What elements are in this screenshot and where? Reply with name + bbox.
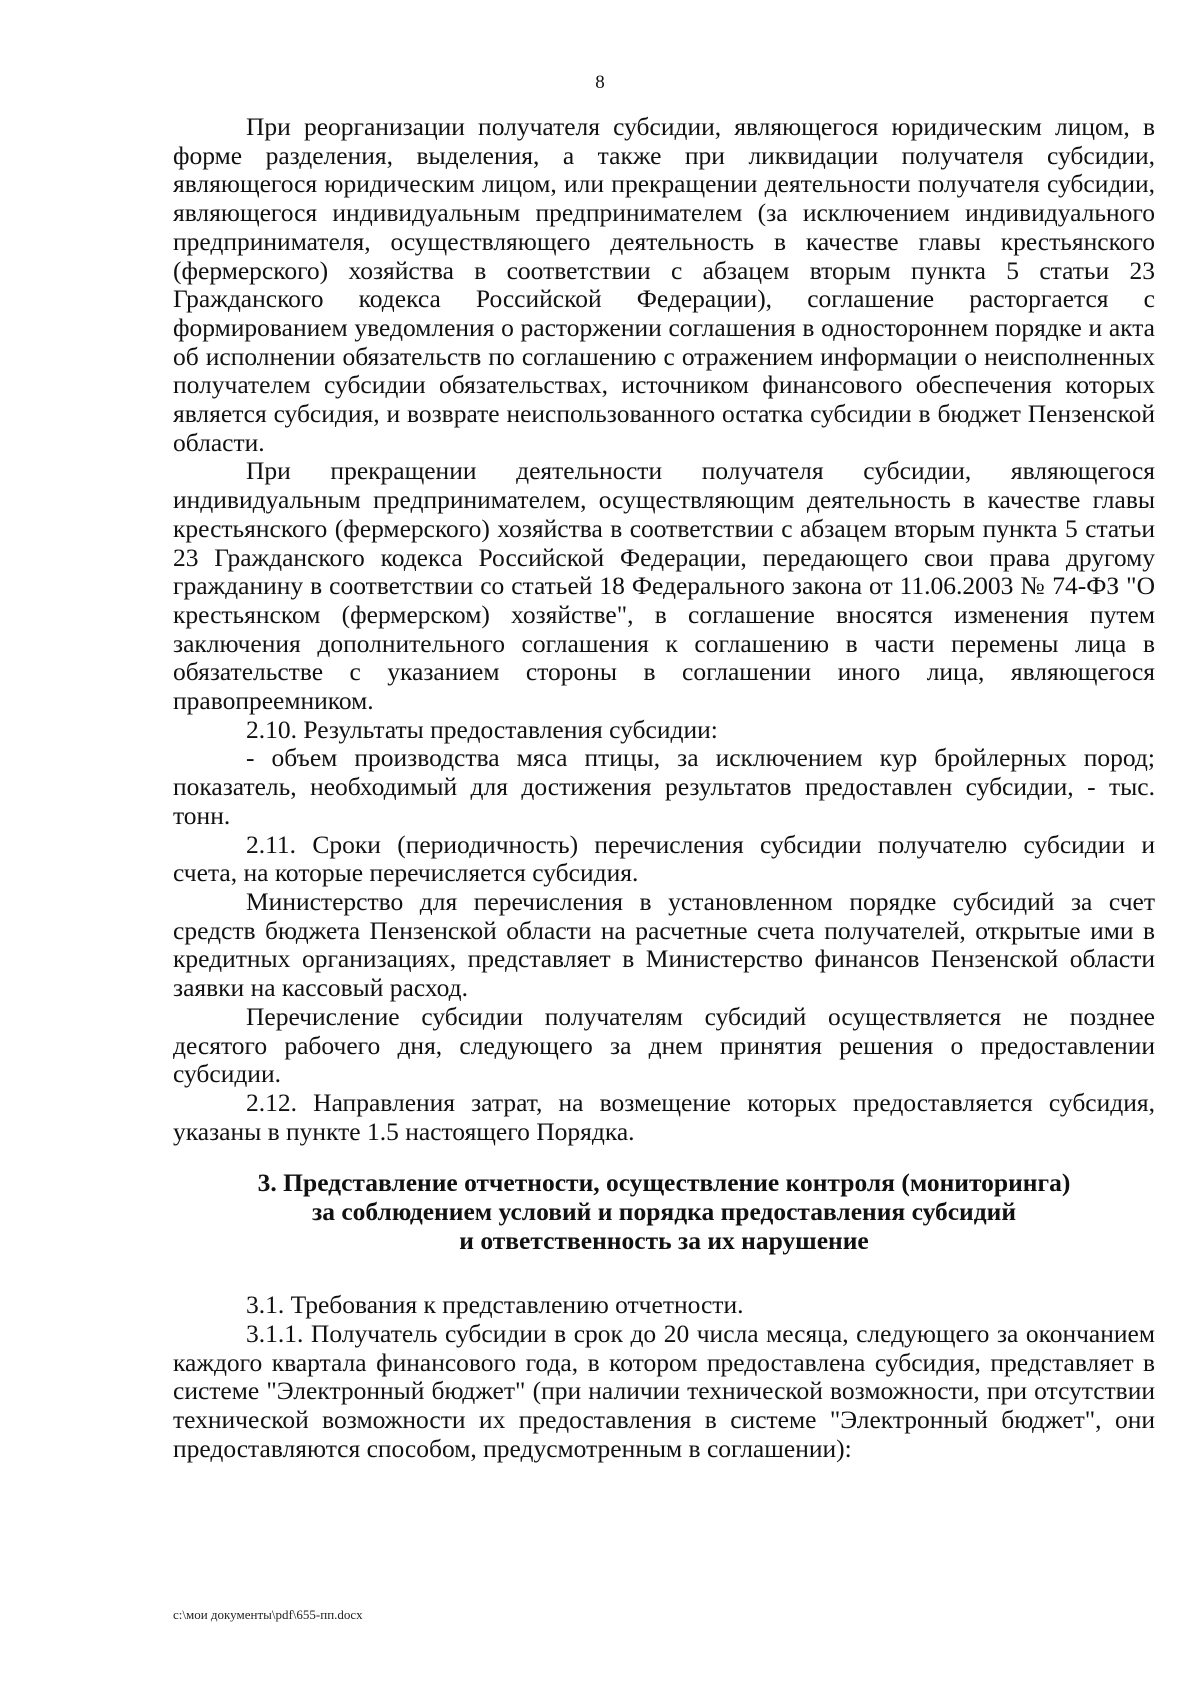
paragraph-reorganization: При реорганизации получателя субсидии, являющегося юридическим лицом, в форме разделения, выделения, а также при ликвидации получателя субсидии, являющегося юридическим лицом, или прекращении деятельности получателя субсидии, являющегося индивидуальным предпринимателем (за исключением индивидуального предпринимателя, осуществляющего деятельность в качестве главы крестьянского (фермерского) хозяйства в соответствии с абзацем вторым пункта 5 статьи 23 Гражданского кодекса Российской Федерации), соглашение расторгается с формированием уведомления о расторжении соглашения в одностороннем порядке и акта об исполнении обязательств по соглашению с отражением информации о неисполненных получателем субсидии обязательствах, источником финансового обеспечения которых является субсидия, и возврате неиспользованного остатка субсидии в бюджет Пензенской области. <box>173 112 1155 457</box>
footer-file-path: c:\мои документы\pdf\655-пп.docx <box>173 1607 363 1622</box>
paragraph-2-10-heading: 2.10. Результаты предоставления субсидии: <box>246 714 718 744</box>
section-3-heading <box>173 1168 1155 1255</box>
paragraph-termination: При прекращении деятельности получателя субсидии, являющегося индивидуальным предпринимателем, осуществляющим деятельность в качестве главы крестьянского (фермерского) хозяйства в соответствии с абзацем вторым пункта 5 статьи 23 Гражданского кодекса Российской Федерации, передающего свои права другому гражданину в соответствии со статьей 18 Федерального закона от 11.06.2003 № 74-ФЗ "О крестьянском (фермерском) хозяйстве", в соглашение вносятся изменения путем заключения дополнительного соглашения к соглашению в части перемены лица в обязательстве с указанием стороны в соглашении иного лица, являющегося правопреемником. <box>173 456 1155 716</box>
paragraph-2-12: 2.12. Направления затрат, на возмещение которых предоставляется субсидия, указаны в пункте 1.5 настоящего Порядка. <box>173 1087 1155 1146</box>
section-heading-line: 3. Представление отчетности, осуществление контроля (мониторинга) <box>257 1168 1071 1198</box>
paragraph-2-10-result: - объем производства мяса птицы, за исключением кур бройлерных пород; показатель, необходимый для достижения результатов предоставлен субсидии, - тыс. тонн. <box>173 743 1155 830</box>
paragraph-transfer-deadline: Перечисление субсидии получателям субсидий осуществляется не позднее десятого рабочего дня, следующего за днем принятия решения о предоставлении субсидии. <box>173 1001 1155 1089</box>
paragraph-2-11: 2.11. Сроки (периодичность) перечисления субсидии получателю субсидии и счета, на которые перечисляется субсидия. <box>173 829 1155 888</box>
page-number: 8 <box>595 72 605 93</box>
section-heading-line: и ответственность за их нарушение <box>459 1226 869 1256</box>
paragraph-ministry-transfer: Министерство для перечисления в установленном порядке субсидий за счет средств бюджета Пензенской области на расчетные счета получателей, открытые ими в кредитных организациях, представляет в Министерство финансов Пензенской области заявки на кассовый расход. <box>173 886 1155 1003</box>
paragraph-3-1: 3.1. Требования к представлению отчетности. <box>246 1290 744 1320</box>
paragraph-3-1-1: 3.1.1. Получатель субсидии в срок до 20 числа месяца, следующего за окончанием каждого квартала финансового года, в котором предоставлена субсидия, представляет в системе "Электронный бюджет" (при наличии технической возможности, при отсутствии технической возможности их предоставления в системе "Электронный бюджет", они предоставляются способом, предусмотренным в соглашении): <box>173 1319 1155 1463</box>
document-body <box>173 113 1155 1464</box>
section-heading-line: за соблюдением условий и порядка предоставления субсидий <box>311 1197 1017 1227</box>
